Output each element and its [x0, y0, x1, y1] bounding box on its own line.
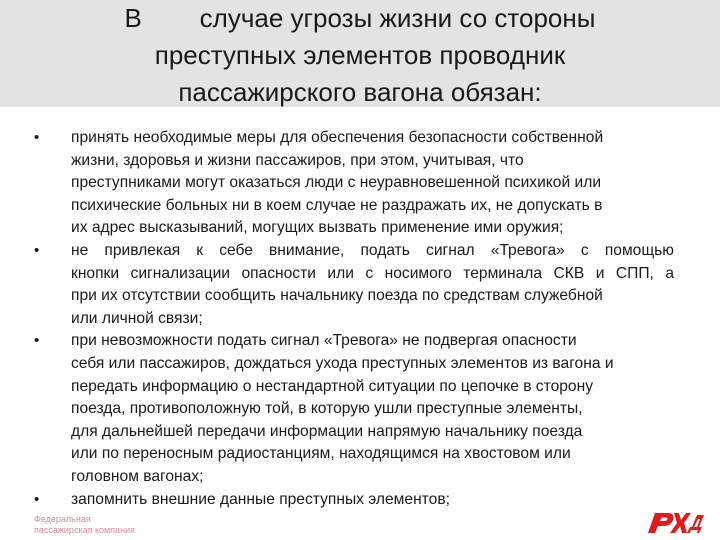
- text-line: при невозможности подать сигнал «Тревога» не подвергая опасности: [71, 332, 577, 350]
- list-item: [34, 489, 674, 512]
- footer-org-line: Федеральная: [34, 514, 91, 524]
- bullet-icon: •: [34, 332, 40, 350]
- title-line: В случае угрозы жизни со стороны: [124, 3, 596, 33]
- text-line: кнопки сигнализации опасности или с носимого терминала СКВ и СПП, а: [71, 264, 674, 282]
- footer-org-line: пассажирская компания: [34, 525, 135, 535]
- text-line: передать информацию о нестандартной ситуации по цепочке в сторону: [71, 377, 594, 395]
- list-item: [34, 330, 674, 488]
- duties-list: [34, 127, 674, 511]
- text-line: поезда, противоположную той, в которую ушли преступные элементы,: [71, 400, 583, 418]
- text-line: не привлекая к себе внимание, подать сигнал «Тревога» с помощью: [71, 241, 674, 259]
- text-line: преступниками могут оказаться люди с неуравновешенной психикой или: [71, 174, 602, 192]
- slide-title: [0, 0, 720, 111]
- text-line: жизни, здоровья и жизни пассажиров, при этом, учитывая, что: [71, 151, 524, 169]
- title-line: пассажирского вагона обязан:: [178, 77, 542, 107]
- text-line: головном вагонах;: [71, 467, 204, 485]
- text-line: психические больных ни в коем случае не раздражать их, не допускать в: [71, 196, 603, 214]
- text-line: или личной связи;: [71, 309, 203, 327]
- bullet-icon: •: [34, 129, 40, 146]
- text-line: их адрес высказываний, могущих вызвать применение ими оружия;: [71, 219, 564, 237]
- text-line: принять необходимые меры для обеспечения безопасности собственной: [71, 129, 604, 146]
- text-line: для дальнейшей передачи информации напрямую начальнику поезда: [71, 422, 583, 440]
- list-item: [34, 240, 674, 330]
- rzd-logo-icon: [646, 509, 706, 535]
- footer-org-name: [34, 514, 135, 536]
- text-line: или по переносным радиостанциям, находящимся на хвостовом или: [71, 445, 571, 463]
- text-line: себя или пассажиров, дождаться ухода преступных элементов из вагона и: [71, 354, 614, 372]
- text-line: запомнить внешние данные преступных элементов;: [71, 490, 450, 508]
- bullet-icon: •: [34, 490, 40, 508]
- bullet-icon: •: [34, 241, 40, 259]
- text-line: при их отсутствии сообщить начальнику поезда по средствам служебной: [71, 287, 603, 305]
- list-item: [34, 127, 674, 240]
- title-line: преступных элементов проводник: [154, 40, 566, 70]
